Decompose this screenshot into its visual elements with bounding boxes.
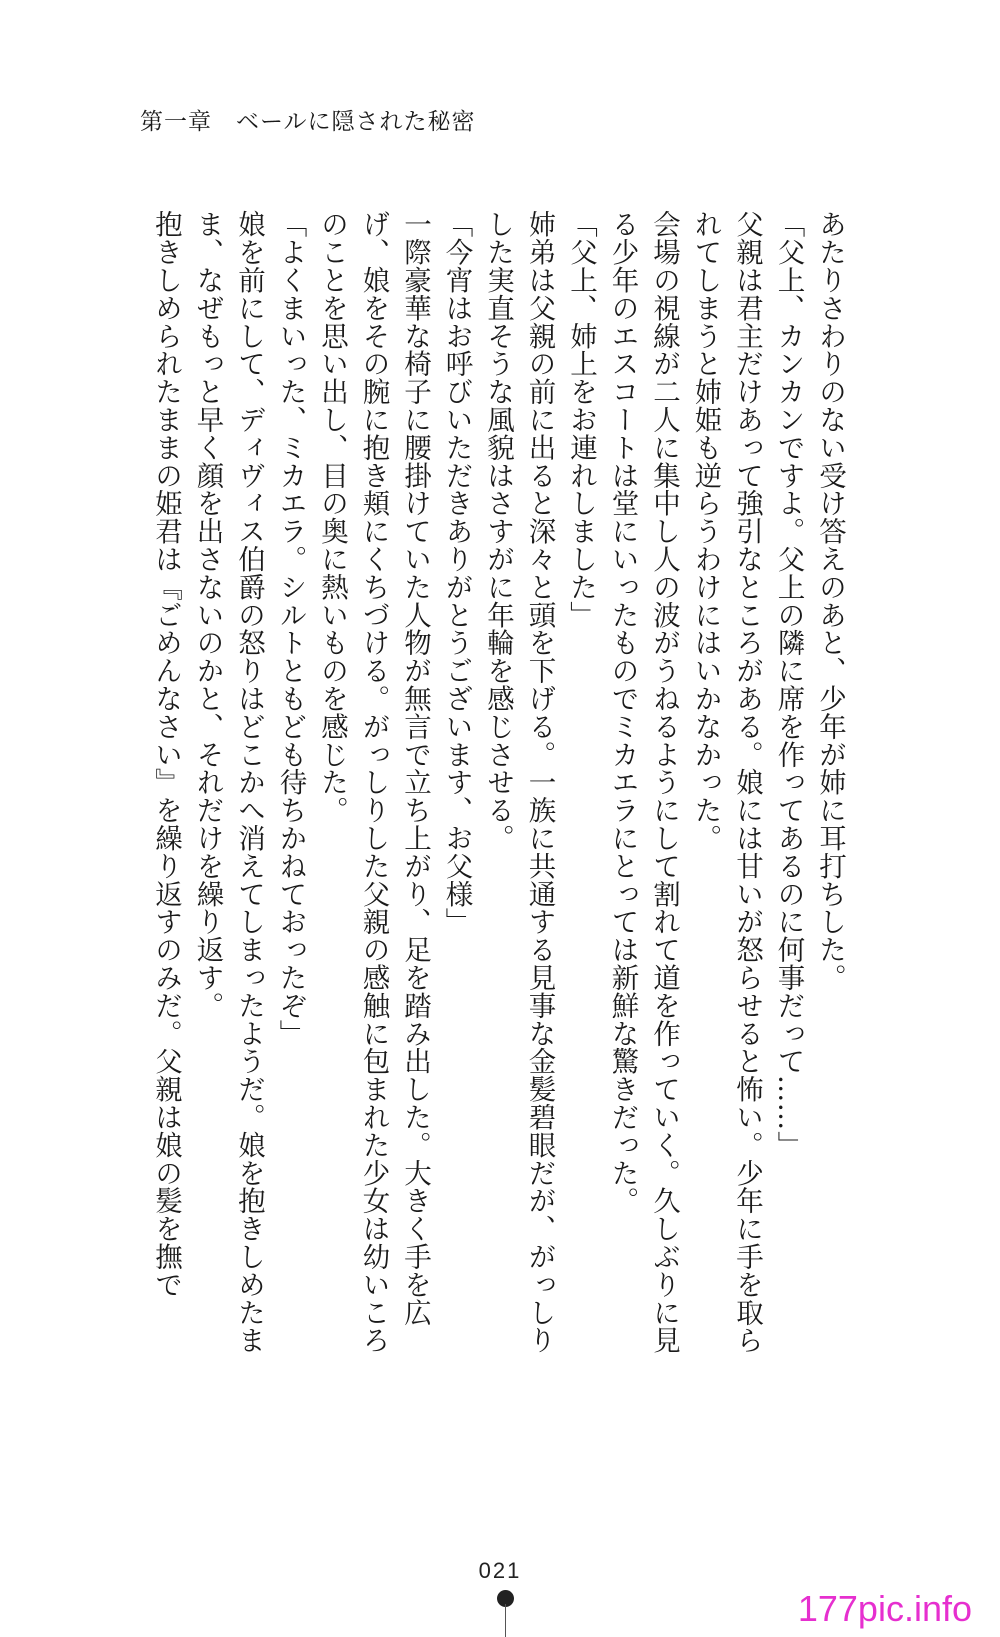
chapter-title: 第一章 ベールに隠された秘密 — [140, 109, 476, 135]
paragraph-11: 抱きしめられたままの姫君は『ごめんなさい』を繰り返すのみだ。父親は娘の髪を撫で — [150, 210, 182, 1299]
paragraph-8: 一際豪華な椅子に腰掛けていた人物が無言で立ち上がり、足を踏み出した。大きく手を広げ、娘をその腕に抱き頬にくちづける。がっしりした父親の感触に包まれた少女は幼いころのことを思い出し、目の奥に熱いものを感じた。 — [316, 210, 431, 1354]
paragraph-4: 会場の視線が二人に集中し人の波がうねるようにして割れて道を作っていく。久しぶりに見る少年のエスコートは堂にいったものでミカエラにとっては新鮮な驚きだった。 — [606, 210, 680, 1354]
paragraph-9: 「よくまいった、ミカエラ。シルトともども待ちかねておったぞ」 — [274, 210, 307, 1047]
paragraph-3: 父親は君主だけあって強引なところがある。娘には甘いが怒らせると怖い。少年に手を取られてしまうと姉姫も逆らうわけにはいかなかった。 — [689, 210, 763, 1354]
paragraph-6: 姉弟は父親の前に出ると深々と頭を下げる。一族に共通する見事な金髪碧眼だが、がっしりした実直そうな風貌はさすがに年輪を感じさせる。 — [482, 210, 556, 1354]
paragraph-1: あたりさわりのない受け答えのあと、少年が姉に耳打ちした。 — [814, 210, 846, 992]
body-text — [130, 210, 850, 1360]
paragraph-5: 「父上、姉上をお連れしました」 — [565, 210, 597, 629]
page-marker-icon — [495, 1590, 515, 1637]
page-number: 021 — [478, 1558, 522, 1583]
paragraph-2: 「父上、カンカンですよ。父上の隣に席を作ってあるのに何事だって……」 — [772, 210, 805, 1159]
watermark: 177pic.info — [797, 1588, 972, 1629]
paragraph-10: 娘を前にして、ディヴィス伯爵の怒りはどこかへ消えてしまったようだ。娘を抱きしめたまま、なぜもっと早く顔を出さないのかと、それだけを繰り返す。 — [191, 210, 265, 1354]
page-marker-line — [505, 1604, 506, 1637]
paragraph-7: 「今宵はお呼びいただきありがとうございます、お父様」 — [440, 210, 473, 936]
